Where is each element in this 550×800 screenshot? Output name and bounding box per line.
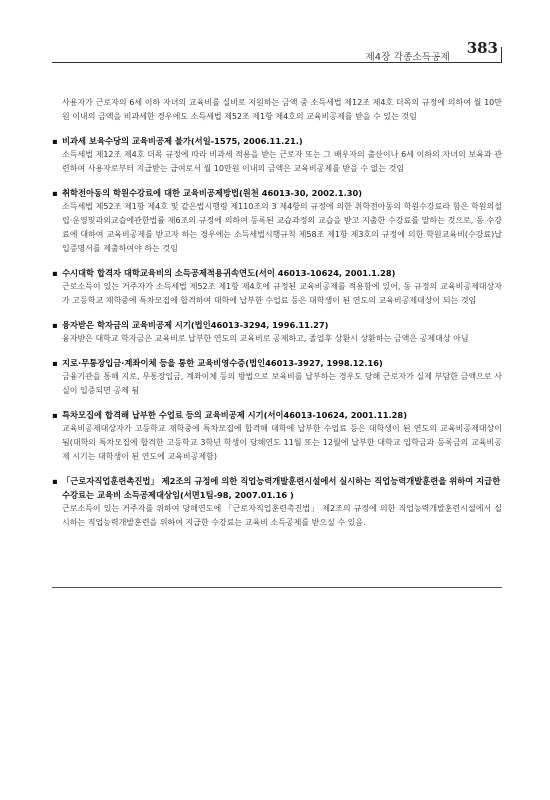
bullet-icon: ▪ — [52, 476, 58, 486]
bullet-icon: ▪ — [52, 268, 58, 278]
chapter-title: 제4장 각종소득공제 — [365, 52, 450, 63]
section-heading — [52, 266, 502, 280]
section-3 — [52, 266, 502, 308]
section-body: 금융기관을 통해 지로, 무통장입금, 계좌이체 등의 방법으로 보육비를 납부하는 경우도 당해 근로자가 실제 부담한 금액으로 사실이 입증되면 공제 됨 — [62, 372, 502, 395]
section-1 — [52, 134, 502, 176]
section-heading-text: 수시대학 합격자 대학교육비의 소득공제적용귀속연도(서이 46013-10624, 2001.1.28) — [62, 268, 396, 278]
section-7 — [52, 474, 502, 530]
intro-block — [52, 96, 502, 124]
section-6 — [52, 408, 502, 464]
section-body: 융자받은 대학교 학자금은 교육비로 납부한 연도의 교육비로 공제하고, 졸업후 상환시 상환하는 금액은 공제대상 아님 — [62, 334, 469, 343]
section-heading-text: 특차모집에 합격해 납부한 수업료 등의 교육비공제 시기(서이46013-10624, 2001.11.28) — [62, 410, 407, 420]
section-body: 근로소득이 있는 거주자가 소득세법 제52조 제1항 제4호에 규정된 교육비공제를 적용함에 있어, 동 규정의 교육비공제대상자가 고등학교 재학중에 특차모집에 합격하여 대학에 납부한 수업료 등은 대학생이 된 연도의 교육비공제대상이 되는 것임 — [62, 282, 502, 305]
bullet-icon: ▪ — [52, 136, 58, 146]
section-body: 근로소득이 있는 거주자를 위하여 당해연도에 「근로자직업훈련촉진법」 제2조의 규정에 의한 직업능력개발훈련시설에서 실시하는 직업능력개발훈련을 위하여 지급한 수강료는 교육비 소득공제를 받으실 수 있음. — [62, 504, 502, 527]
section-5 — [52, 356, 502, 398]
section-heading — [52, 134, 502, 148]
section-heading-text: 지로·무통장입금·계좌이체 등을 통한 교육비영수증(법인46013-3927, 1998.12.16) — [62, 358, 383, 368]
section-4 — [52, 318, 502, 346]
page-content — [52, 96, 502, 530]
bullet-icon: ▪ — [52, 320, 58, 330]
section-body: 교육비공제대상자가 고등학교 재학중에 특차모집에 합격해 대학에 납부한 수업료 등은 대학생이 된 연도의 교육비공제대상이 됨(대학의 특차모집에 합격한 고등학교 3학년 학생이 당해연도 11월 또는 12월에 납부한 대학교 입학금과 등록금의 교육비공제 시기는 대학생이 된 연도에 교육비공제함) — [62, 424, 502, 461]
section-body: 소득세법 제52조 제1항 제4호 및 같은법시행령 제110조의 3 제4항의 규정에 의한 취학전아동의 학원수강료라 함은 학원의설립·운영및과외교습에관한법률 제6조의 규정에 의하여 등록된 교습과정의 교습을 받고 지출한 수강료를 말하는 것으로, 동 수강료에 대하여 교육비공제를 받고자 하는 경우에는 소득세법시행규칙 제58조 제1항 제3호의 규정에 의한 학원교육비(수강료)납입증명서를 제출하여야 하는 것임 — [62, 202, 502, 253]
section-heading-text: 취학전아동의 학원수강료에 대한 교육비공제방법(원천 46013-30, 2002.1.30) — [62, 188, 363, 198]
section-heading — [52, 356, 502, 370]
header-tick — [501, 47, 502, 63]
section-heading — [52, 318, 502, 332]
header-rule — [52, 62, 502, 63]
section-heading — [52, 186, 502, 200]
section-heading-text: 「근로자직업훈련촉진법」 제2조의 규정에 의한 직업능력개발훈련시설에서 실시하는 직업능력개발훈련을 위하여 지급한 수강료는 교육비 소득공제대상임(서면1팀-98, 2007.01.16 ) — [62, 476, 501, 500]
intro-paragraph: 사용자가 근로자의 6세 이하 자녀의 교육비를 실비로 지원하는 금액 중 소득세법 제12조 제4호 더목의 규정에 의하여 월 10만원 이내의 금액을 비과세한 경우에도 소득세법 제52조 제1항 제4호의 교육비공제를 받을 수 있는 것임 — [62, 98, 502, 121]
page-number: 383 — [466, 39, 498, 57]
section-heading — [52, 408, 502, 422]
section-heading-text: 융자받은 학자금의 교육비공제 시기(법인46013-3294, 1996.11.27) — [62, 320, 329, 330]
bullet-icon: ▪ — [52, 188, 58, 198]
page-header — [52, 36, 502, 66]
bullet-icon: ▪ — [52, 410, 58, 420]
section-heading — [52, 474, 502, 502]
bottom-rule — [52, 587, 502, 588]
section-heading-text: 비과세 보육수당의 교육비공제 불가(서일-1575, 2006.11.21.) — [62, 136, 303, 146]
section-body: 소득세법 제12조 제4호 더목 규정에 따라 비과세 적용을 받는 근로자 또는 그 배우자의 출산이나 6세 이하의 자녀의 보육과 관련하여 사용자로부터 지급받는 급여로서 월 10만원 이내의 금액은 교육비공제를 받을 수 없는 것임 — [62, 150, 502, 173]
bullet-icon: ▪ — [52, 358, 58, 368]
section-2 — [52, 186, 502, 256]
